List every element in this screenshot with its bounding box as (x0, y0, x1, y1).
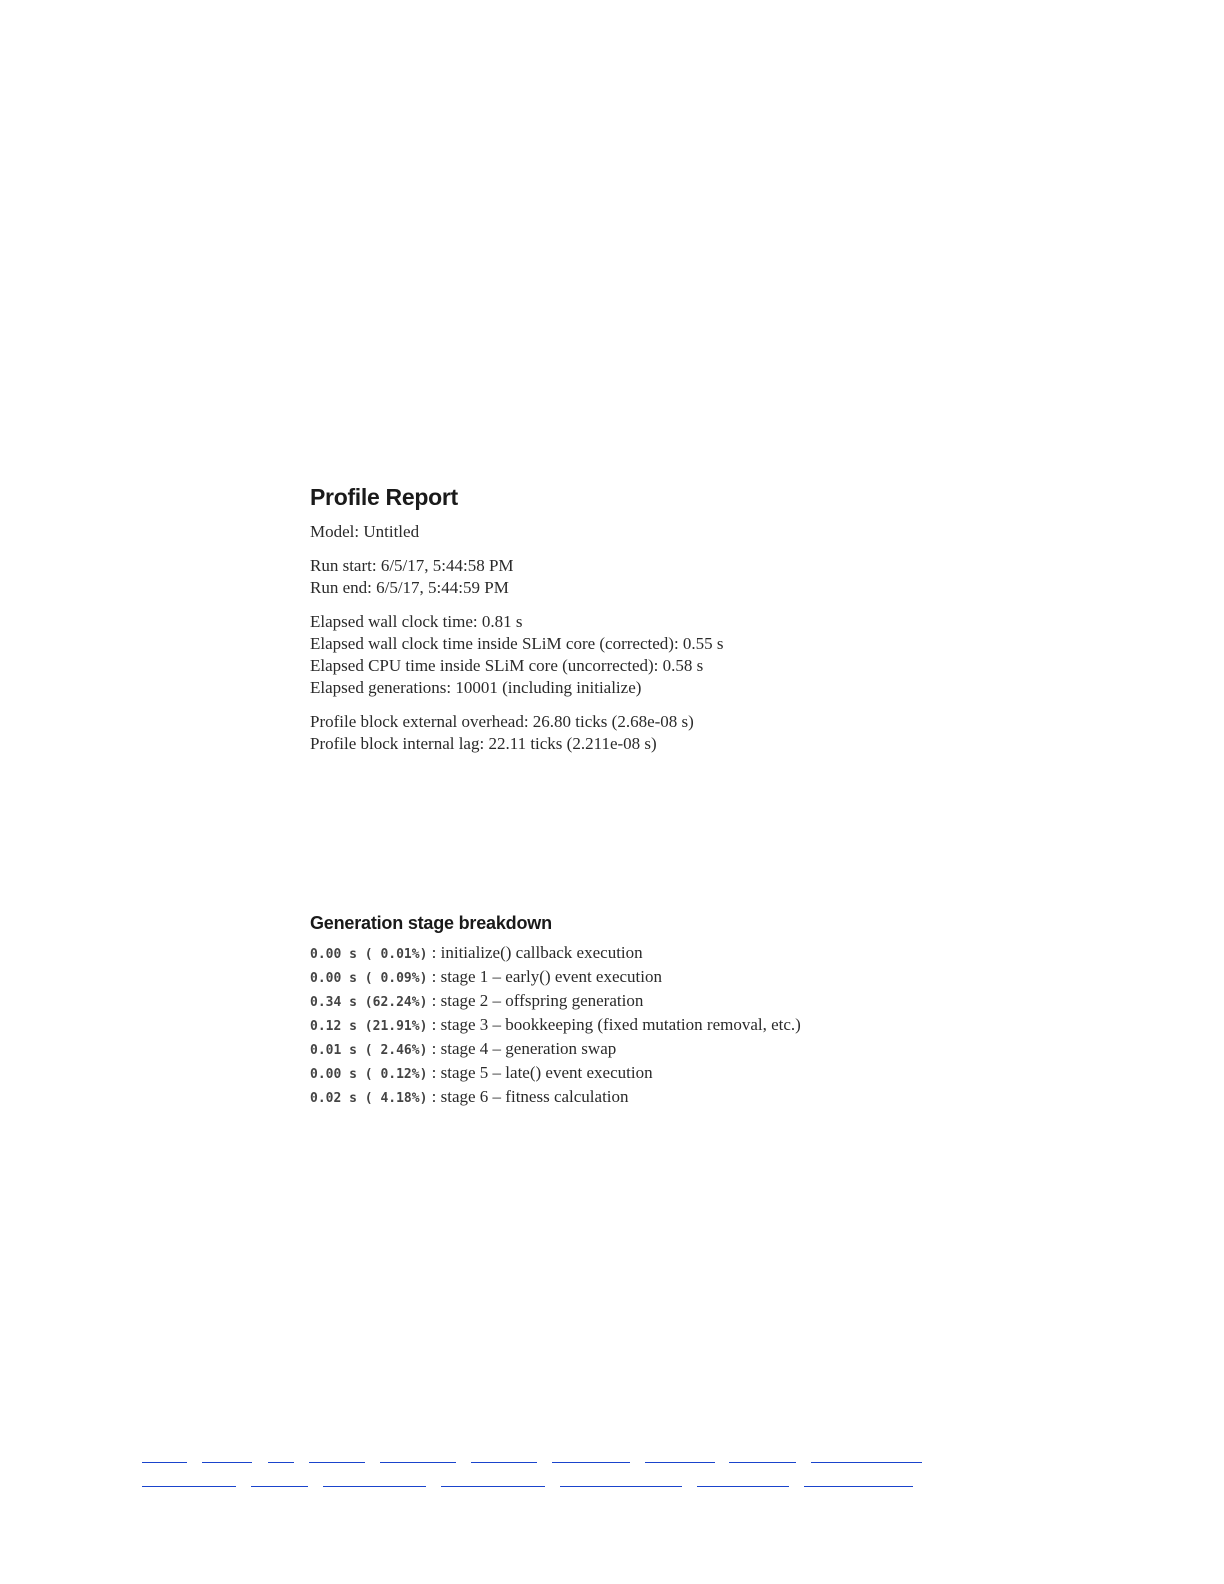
generation-stage-breakdown (310, 910, 801, 1110)
elapsed-wall-clock: Elapsed wall clock time: 0.81 s (310, 612, 523, 631)
footer-link[interactable] (441, 1470, 545, 1487)
elapsed-group (310, 611, 724, 699)
overhead-group (310, 711, 724, 755)
footer-links (142, 1446, 932, 1494)
run-start: Run start: 6/5/17, 5:44:58 PM (310, 556, 514, 575)
footer-link[interactable] (697, 1470, 789, 1487)
stage-row (310, 942, 801, 966)
footer-link-row (142, 1470, 932, 1494)
footer-link[interactable] (142, 1470, 236, 1487)
model-group (310, 521, 724, 543)
stage-time-percent: 0.00 s ( 0.01%) (310, 947, 428, 962)
elapsed-wall-clock-core: Elapsed wall clock time inside SLiM core (corrected): 0.55 s (310, 634, 724, 653)
stage-row (310, 1062, 801, 1086)
footer-link-row (142, 1446, 932, 1470)
stage-row (310, 966, 801, 990)
footer-link[interactable] (142, 1446, 187, 1463)
stage-label: : initialize() callback execution (427, 943, 643, 962)
footer-link[interactable] (380, 1446, 456, 1463)
footer-link[interactable] (309, 1446, 365, 1463)
stage-label: : stage 5 – late() event execution (427, 1063, 653, 1082)
footer-link[interactable] (251, 1470, 308, 1487)
stage-label: : stage 2 – offspring generation (427, 991, 644, 1010)
footer-link[interactable] (729, 1446, 796, 1463)
footer-link[interactable] (323, 1470, 426, 1487)
internal-lag: Profile block internal lag: 22.11 ticks (2.211e-08 s) (310, 734, 657, 753)
footer-link[interactable] (471, 1446, 537, 1463)
model-name: Model: Untitled (310, 522, 420, 541)
stage-time-percent: 0.02 s ( 4.18%) (310, 1091, 428, 1106)
footer-link[interactable] (804, 1470, 913, 1487)
run-end: Run end: 6/5/17, 5:44:59 PM (310, 578, 509, 597)
stage-row (310, 1014, 801, 1038)
elapsed-generations: Elapsed generations: 10001 (including initialize) (310, 678, 642, 697)
footer-link[interactable] (552, 1446, 630, 1463)
profile-report (310, 480, 724, 767)
stage-list (310, 942, 801, 1110)
stage-label: : stage 4 – generation swap (427, 1039, 617, 1058)
external-overhead: Profile block external overhead: 26.80 ticks (2.68e-08 s) (310, 712, 694, 731)
run-times-group (310, 555, 724, 599)
stage-time-percent: 0.34 s (62.24%) (310, 995, 428, 1010)
stage-label: : stage 1 – early() event execution (427, 967, 663, 986)
footer-link[interactable] (645, 1446, 715, 1463)
footer-link[interactable] (560, 1470, 682, 1487)
stage-time-percent: 0.01 s ( 2.46%) (310, 1043, 428, 1058)
footer-link[interactable] (811, 1446, 922, 1463)
stage-row (310, 1086, 801, 1110)
breakdown-title: Generation stage breakdown (310, 913, 552, 933)
stage-row (310, 1038, 801, 1062)
stage-label: : stage 3 – bookkeeping (fixed mutation removal, etc.) (427, 1015, 801, 1034)
elapsed-cpu-core: Elapsed CPU time inside SLiM core (uncorrected): 0.58 s (310, 656, 704, 675)
report-title: Profile Report (310, 484, 458, 510)
footer-link[interactable] (202, 1446, 252, 1463)
stage-time-percent: 0.12 s (21.91%) (310, 1019, 428, 1034)
footer-link[interactable] (268, 1446, 294, 1463)
stage-time-percent: 0.00 s ( 0.09%) (310, 971, 428, 986)
stage-time-percent: 0.00 s ( 0.12%) (310, 1067, 428, 1082)
stage-label: : stage 6 – fitness calculation (427, 1087, 629, 1106)
stage-row (310, 990, 801, 1014)
